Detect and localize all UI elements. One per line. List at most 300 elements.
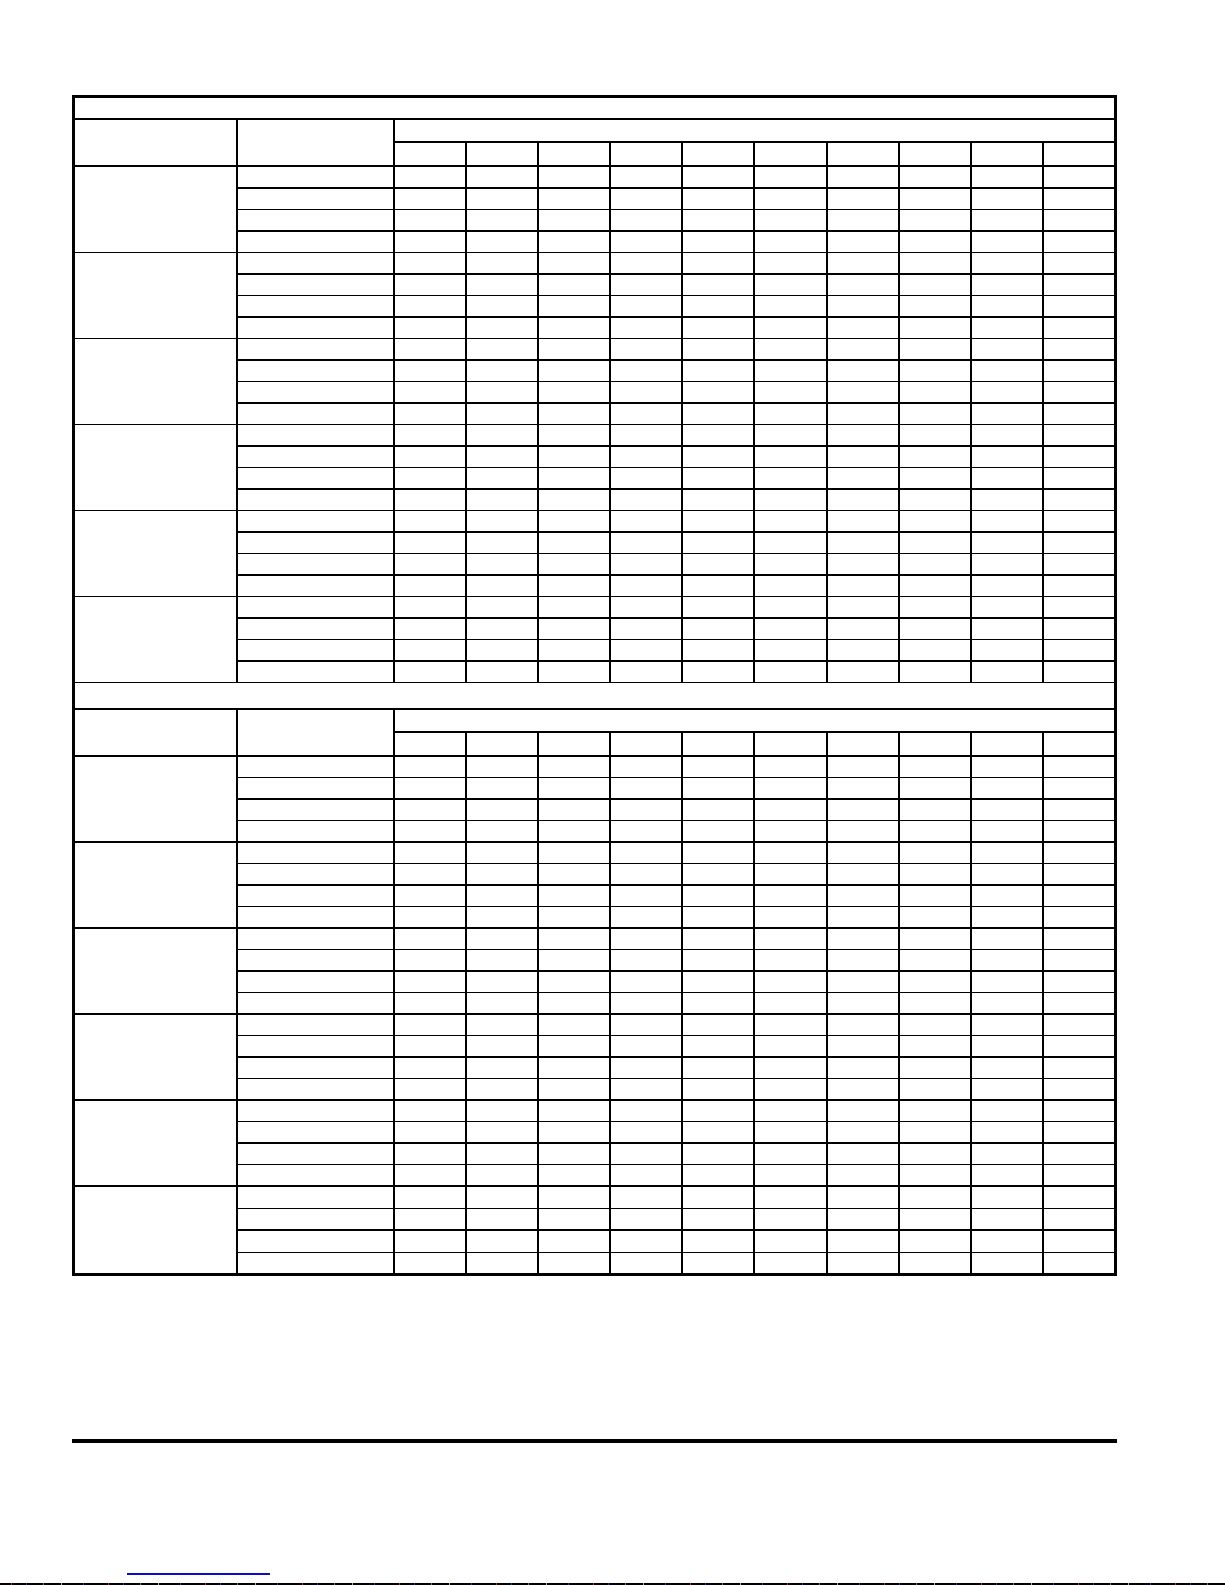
data-cell	[972, 1015, 1044, 1035]
table-row	[238, 843, 1114, 864]
data-cell	[828, 404, 900, 424]
data-cell	[755, 339, 827, 359]
data-cell	[683, 1122, 755, 1142]
table-row	[238, 1253, 1114, 1274]
data-cell	[683, 468, 755, 488]
data-cell	[467, 757, 539, 777]
data-cell	[467, 778, 539, 798]
data-cell	[972, 404, 1044, 424]
table-row	[238, 511, 1114, 533]
data-cell	[611, 339, 683, 359]
data-cell	[755, 1079, 827, 1099]
data-cell	[972, 1187, 1044, 1208]
condition-cell	[238, 554, 395, 574]
data-cell	[755, 1231, 827, 1252]
data-cell	[900, 167, 972, 187]
data-cell	[611, 800, 683, 820]
data-cell	[755, 576, 827, 596]
header-column-cell	[1044, 143, 1114, 165]
data-cell	[611, 511, 683, 531]
data-cell	[467, 253, 539, 273]
data-cell	[900, 447, 972, 467]
data-cell	[828, 189, 900, 209]
data-cell	[539, 907, 611, 927]
data-cell	[683, 1079, 755, 1099]
data-cell	[900, 640, 972, 660]
header-column-cell	[900, 143, 972, 165]
data-cell	[611, 843, 683, 863]
condition-cell	[238, 929, 395, 949]
data-cell	[972, 1058, 1044, 1078]
data-cell	[900, 361, 972, 381]
data-cell	[395, 533, 467, 553]
condition-cell	[238, 1187, 395, 1208]
data-cell	[755, 1015, 827, 1035]
data-cell	[1044, 757, 1114, 777]
data-cell	[683, 533, 755, 553]
table-row	[238, 361, 1114, 382]
data-cell	[467, 800, 539, 820]
data-cell	[539, 1209, 611, 1230]
data-cell	[611, 662, 683, 682]
data-cell	[972, 533, 1044, 553]
condition-cell	[238, 1079, 395, 1099]
data-cell	[1044, 950, 1114, 970]
data-cell	[828, 1144, 900, 1164]
condition-cell	[238, 619, 395, 639]
table-row-group	[75, 929, 1114, 1015]
data-cell	[467, 662, 539, 682]
data-cell	[1044, 361, 1114, 381]
data-cell	[683, 447, 755, 467]
data-cell	[1044, 490, 1114, 510]
data-cell	[683, 800, 755, 820]
data-cell	[611, 382, 683, 402]
data-cell	[900, 1058, 972, 1078]
data-cell	[395, 425, 467, 445]
data-cell	[900, 1187, 972, 1208]
footer-link-underline[interactable]	[127, 1573, 270, 1575]
condition-cell	[238, 425, 395, 445]
group-label-cell	[75, 425, 238, 510]
data-cell	[539, 662, 611, 682]
table-row	[238, 425, 1114, 447]
data-cell	[395, 232, 467, 252]
data-cell	[1044, 554, 1114, 574]
table-row	[238, 189, 1114, 210]
data-cell	[755, 189, 827, 209]
data-cell	[611, 1144, 683, 1164]
condition-cell	[238, 1165, 395, 1185]
data-cell	[755, 1058, 827, 1078]
condition-cell	[238, 210, 395, 230]
data-cell	[467, 167, 539, 187]
data-cell	[539, 843, 611, 863]
data-cell	[683, 1165, 755, 1185]
group-label-cell	[75, 597, 238, 682]
data-cell	[755, 907, 827, 927]
data-cell	[972, 382, 1044, 402]
data-cell	[972, 232, 1044, 252]
data-cell	[611, 275, 683, 295]
data-cell	[755, 554, 827, 574]
data-cell	[683, 619, 755, 639]
data-cell	[972, 189, 1044, 209]
data-cell	[467, 1058, 539, 1078]
data-cell	[539, 950, 611, 970]
data-cell	[1044, 843, 1114, 863]
data-cell	[467, 425, 539, 445]
condition-cell	[238, 757, 395, 777]
table-row	[238, 993, 1114, 1013]
data-cell	[972, 778, 1044, 798]
header-band-cell	[395, 710, 1114, 733]
data-cell	[683, 576, 755, 596]
data-cell	[467, 1122, 539, 1142]
data-cell	[539, 1231, 611, 1252]
data-cell	[539, 1187, 611, 1208]
data-cell	[755, 253, 827, 273]
data-cell	[683, 1187, 755, 1208]
table-row-group	[75, 339, 1114, 425]
data-cell	[1044, 167, 1114, 187]
data-cell	[611, 554, 683, 574]
data-cell	[611, 1058, 683, 1078]
data-cell	[395, 662, 467, 682]
data-cell	[828, 778, 900, 798]
data-cell	[683, 404, 755, 424]
data-cell	[539, 576, 611, 596]
data-cell	[900, 404, 972, 424]
data-cell	[683, 425, 755, 445]
data-cell	[755, 886, 827, 906]
data-cell	[539, 275, 611, 295]
data-cell	[755, 210, 827, 230]
data-cell	[900, 1036, 972, 1056]
data-cell	[900, 662, 972, 682]
data-cell	[539, 972, 611, 992]
data-cell	[611, 253, 683, 273]
condition-cell	[238, 1036, 395, 1056]
data-cell	[1044, 597, 1114, 617]
data-cell	[539, 189, 611, 209]
data-cell	[1044, 993, 1114, 1013]
data-cell	[539, 318, 611, 338]
data-cell	[611, 1253, 683, 1274]
data-cell	[539, 253, 611, 273]
data-cell	[900, 821, 972, 841]
data-cell	[467, 1079, 539, 1099]
data-cell	[828, 339, 900, 359]
table-header-row	[75, 710, 1114, 757]
data-cell	[539, 597, 611, 617]
header-column-cell	[611, 143, 683, 165]
data-cell	[395, 167, 467, 187]
data-cell	[467, 1187, 539, 1208]
data-cell	[611, 907, 683, 927]
header-columns-row	[395, 733, 1114, 755]
group-rows	[238, 929, 1114, 1013]
data-cell	[1044, 1209, 1114, 1230]
data-cell	[683, 296, 755, 316]
group-rows	[238, 597, 1114, 682]
data-cell	[395, 597, 467, 617]
data-cell	[900, 1253, 972, 1274]
data-cell	[611, 993, 683, 1013]
data-cell	[611, 447, 683, 467]
data-cell	[539, 167, 611, 187]
data-cell	[1044, 1079, 1114, 1099]
data-cell	[1044, 511, 1114, 531]
data-cell	[1044, 382, 1114, 402]
data-cell	[755, 425, 827, 445]
data-cell	[539, 929, 611, 949]
data-cell	[395, 864, 467, 884]
data-cell	[755, 361, 827, 381]
data-cell	[395, 189, 467, 209]
data-cell	[467, 275, 539, 295]
header-columns-region	[395, 710, 1114, 755]
data-cell	[683, 864, 755, 884]
data-cell	[755, 1101, 827, 1121]
data-cell	[395, 210, 467, 230]
data-cell	[828, 382, 900, 402]
data-cell	[828, 296, 900, 316]
data-cell	[539, 886, 611, 906]
data-cell	[539, 640, 611, 660]
header-column-cell	[828, 733, 900, 755]
data-cell	[683, 640, 755, 660]
group-rows	[238, 1187, 1114, 1273]
data-cell	[611, 1015, 683, 1035]
data-cell	[683, 490, 755, 510]
condition-cell	[238, 275, 395, 295]
table-row	[238, 210, 1114, 232]
data-cell	[755, 167, 827, 187]
data-cell	[467, 296, 539, 316]
data-cell	[539, 490, 611, 510]
data-cell	[1044, 778, 1114, 798]
data-cell	[900, 533, 972, 553]
header-column-cell	[395, 733, 467, 755]
table-row	[238, 533, 1114, 554]
data-cell	[683, 1144, 755, 1164]
data-cell	[828, 662, 900, 682]
data-cell	[972, 929, 1044, 949]
header-column-cell	[755, 733, 827, 755]
data-cell	[755, 404, 827, 424]
group-rows	[238, 339, 1114, 424]
data-cell	[755, 821, 827, 841]
condition-cell	[238, 1058, 395, 1078]
data-cell	[972, 1253, 1044, 1274]
table-row	[238, 1079, 1114, 1099]
data-cell	[972, 511, 1044, 531]
data-cell	[467, 1165, 539, 1185]
data-cell	[828, 972, 900, 992]
data-cell	[395, 950, 467, 970]
data-cell	[972, 1209, 1044, 1230]
data-cell	[467, 972, 539, 992]
data-cell	[539, 533, 611, 553]
data-cell	[611, 972, 683, 992]
data-cell	[1044, 468, 1114, 488]
data-cell	[1044, 533, 1114, 553]
data-cell	[828, 1101, 900, 1121]
condition-cell	[238, 490, 395, 510]
data-cell	[828, 232, 900, 252]
data-cell	[972, 576, 1044, 596]
data-cell	[1044, 1101, 1114, 1121]
data-cell	[755, 511, 827, 531]
data-cell	[755, 275, 827, 295]
data-cell	[467, 907, 539, 927]
data-cell	[611, 778, 683, 798]
table-row	[238, 929, 1114, 950]
data-cell	[828, 318, 900, 338]
table-row	[238, 232, 1114, 252]
group-rows	[238, 425, 1114, 510]
data-cell	[395, 778, 467, 798]
table-row	[238, 1144, 1114, 1165]
header-column-cell	[972, 733, 1044, 755]
data-cell	[972, 907, 1044, 927]
data-cell	[900, 339, 972, 359]
table-row	[238, 339, 1114, 361]
data-cell	[900, 253, 972, 273]
group-label-cell	[75, 1015, 238, 1099]
table-2	[75, 683, 1114, 1273]
condition-cell	[238, 511, 395, 531]
data-cell	[1044, 1231, 1114, 1252]
data-cell	[972, 468, 1044, 488]
data-cell	[467, 993, 539, 1013]
data-cell	[683, 382, 755, 402]
data-cell	[683, 972, 755, 992]
table-row-group	[75, 253, 1114, 339]
data-cell	[611, 533, 683, 553]
data-cell	[900, 554, 972, 574]
table-row	[238, 318, 1114, 338]
data-cell	[1044, 232, 1114, 252]
data-cell	[1044, 800, 1114, 820]
data-cell	[1044, 210, 1114, 230]
data-cell	[395, 619, 467, 639]
data-cell	[467, 318, 539, 338]
data-cell	[828, 907, 900, 927]
data-cell	[467, 619, 539, 639]
data-cell	[395, 318, 467, 338]
table-row	[238, 1165, 1114, 1185]
data-cell	[900, 382, 972, 402]
data-cell	[972, 662, 1044, 682]
data-cell	[539, 757, 611, 777]
data-cell	[611, 1101, 683, 1121]
data-cell	[900, 1144, 972, 1164]
header-column-cell	[395, 143, 467, 165]
data-cell	[828, 554, 900, 574]
data-cell	[900, 210, 972, 230]
data-cell	[683, 821, 755, 841]
table-header-row	[75, 120, 1114, 167]
data-cell	[683, 1253, 755, 1274]
data-cell	[900, 511, 972, 531]
data-cell	[395, 361, 467, 381]
data-cell	[1044, 1165, 1114, 1185]
data-cell	[972, 821, 1044, 841]
table-row	[238, 619, 1114, 640]
data-cell	[1044, 886, 1114, 906]
header-column-cell	[828, 143, 900, 165]
table-row-group	[75, 1101, 1114, 1187]
data-cell	[611, 1036, 683, 1056]
data-cell	[755, 468, 827, 488]
data-cell	[972, 864, 1044, 884]
data-cell	[611, 210, 683, 230]
data-cell	[828, 253, 900, 273]
table-row	[238, 1209, 1114, 1232]
data-cell	[900, 576, 972, 596]
data-cell	[611, 296, 683, 316]
data-cell	[900, 950, 972, 970]
data-cell	[755, 1122, 827, 1142]
data-cell	[395, 1187, 467, 1208]
data-cell	[828, 886, 900, 906]
data-cell	[539, 468, 611, 488]
data-cell	[539, 1058, 611, 1078]
data-cell	[539, 1101, 611, 1121]
table-row	[238, 1058, 1114, 1079]
data-cell	[972, 275, 1044, 295]
data-cell	[611, 1122, 683, 1142]
data-cell	[828, 210, 900, 230]
data-cell	[828, 425, 900, 445]
data-cell	[900, 318, 972, 338]
data-cell	[539, 447, 611, 467]
condition-cell	[238, 404, 395, 424]
header-column-cell	[467, 143, 539, 165]
data-cell	[1044, 447, 1114, 467]
table-row-group	[75, 843, 1114, 929]
data-cell	[1044, 1187, 1114, 1208]
data-cell	[1044, 662, 1114, 682]
data-cell	[395, 1015, 467, 1035]
data-cell	[683, 318, 755, 338]
data-cell	[972, 210, 1044, 230]
data-cell	[972, 554, 1044, 574]
data-cell	[972, 1122, 1044, 1142]
data-cell	[611, 886, 683, 906]
data-cell	[683, 210, 755, 230]
data-cell	[828, 597, 900, 617]
data-cell	[395, 1079, 467, 1099]
data-cell	[611, 1209, 683, 1230]
data-cell	[467, 468, 539, 488]
header-column-cell	[1044, 733, 1114, 755]
data-cell	[755, 662, 827, 682]
condition-cell	[238, 1122, 395, 1142]
condition-cell	[238, 1101, 395, 1121]
data-cell	[539, 1036, 611, 1056]
data-cell	[828, 1015, 900, 1035]
condition-cell	[238, 167, 395, 187]
data-cell	[467, 339, 539, 359]
data-cell	[467, 1253, 539, 1274]
data-cell	[1044, 576, 1114, 596]
data-cell	[828, 640, 900, 660]
header-left-cell	[75, 710, 238, 755]
condition-cell	[238, 318, 395, 338]
